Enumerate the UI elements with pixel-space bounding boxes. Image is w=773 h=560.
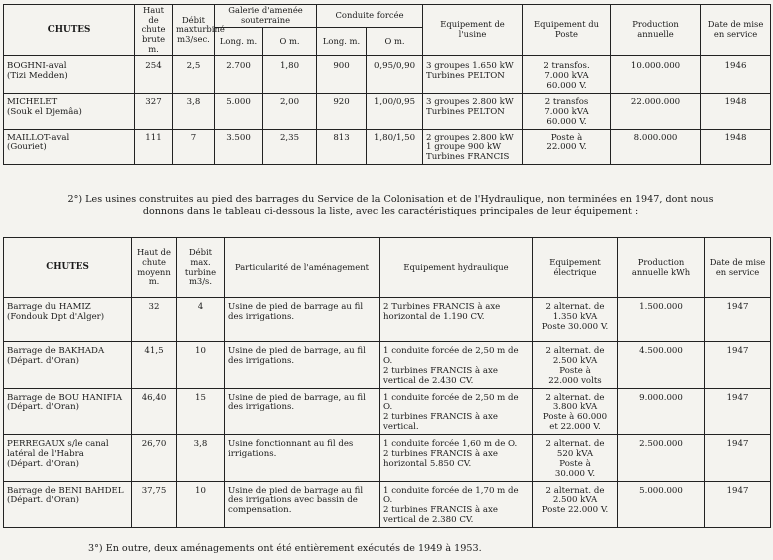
cell-hydraulique: 2 Turbines FRANCIS à axe horizontal de 1.190 CV.: [380, 298, 533, 342]
header-particularite: Particularité de l'aménagement: [225, 238, 380, 298]
cell-chute: MICHELET (Souk el Djemâa): [4, 93, 135, 129]
cell-conduite-o: 0,95/0,90: [367, 56, 423, 94]
cell-usine: 3 groupes 2.800 kW Turbines PELTON: [423, 93, 523, 129]
cell-date: 1947: [705, 481, 771, 528]
cell-electrique: 2 alternat. de 1.350 kVA Poste 30.000 V.: [533, 298, 618, 342]
cell-galerie-long: 3.500: [215, 129, 263, 165]
cell-usine: 2 groupes 2.800 kW 1 groupe 900 kW Turbines FRANCIS: [423, 129, 523, 165]
cell-poste: 2 transfos. 7.000 kVA 60.000 V.: [523, 56, 611, 94]
cell-production: 10.000.000: [611, 56, 701, 94]
cell-debit: 3,8: [173, 93, 215, 129]
cell-production: 5.000.000: [618, 481, 705, 528]
cell-chute: Barrage de BAKHADA (Départ. d'Oran): [4, 342, 132, 389]
cell-hydraulique: 1 conduite forcée de 1,70 m de O. 2 turbines FRANCIS à axe vertical de 2.380 CV.: [380, 481, 533, 528]
cell-debit: 7: [173, 129, 215, 165]
header-date: Date de mise en service: [705, 238, 771, 298]
header-haut-chute: Haut de chute brute m.: [135, 5, 173, 56]
cell-particularite: Usine de pied de barrage, au fil des irrigations.: [225, 342, 380, 389]
cell-debit: 2,5: [173, 56, 215, 94]
cell-date: 1948: [701, 129, 771, 165]
cell-particularite: Usine de pied de barrage, au fil des irrigations.: [225, 388, 380, 435]
header-conduite: Conduite forcée: [317, 5, 423, 28]
cell-usine: 3 groupes 1.650 kW Turbines PELTON: [423, 56, 523, 94]
cell-poste: Poste à 22.000 V.: [523, 129, 611, 165]
table-row: [4, 93, 771, 129]
header-conduite-long: Long. m.: [317, 28, 367, 56]
cell-galerie-o: 2,35: [263, 129, 317, 165]
cell-galerie-o: 2,00: [263, 93, 317, 129]
cell-haut: 46,40: [132, 388, 177, 435]
cell-production: 1.500.000: [618, 298, 705, 342]
cell-poste: 2 transfos 7.000 kVA 60.000 V.: [523, 93, 611, 129]
cell-galerie-long: 5.000: [215, 93, 263, 129]
cell-production: 4.500.000: [618, 342, 705, 389]
cell-hydraulique: 1 conduite forcée de 2,50 m de O. 2 turbines FRANCIS à axe vertical de 2.430 CV.: [380, 342, 533, 389]
header-galerie-o: O m.: [263, 28, 317, 56]
cell-haut: 37,75: [132, 481, 177, 528]
cell-date: 1947: [705, 298, 771, 342]
cell-debit: 4: [177, 298, 225, 342]
cell-electrique: 2 alternat. de 520 kVA Poste à 30.000 V.: [533, 435, 618, 482]
table-dam-plants: [3, 237, 771, 528]
header-equipement-hydraulique: Equipement hydraulique: [380, 238, 533, 298]
paragraph-2: 2°) Les usines construites au pied des barrages du Service de la Colonisation et de l'Hydraulique, non terminées en 1947, dont nous donnons dans le tableau ci-dessous la liste, avec les caractéristiques principales de leur équipement :: [67, 194, 714, 218]
header-haut-chute: Haut de chute moyenn m.: [132, 238, 177, 298]
cell-hydraulique: 1 conduite forcée 1,60 m de O. 2 turbines FRANCIS à axe horizontal 5.850 CV.: [380, 435, 533, 482]
paragraph-3: 3°) En outre, deux aménagements ont été entièrement exécutés de 1949 à 1953.: [88, 543, 482, 554]
cell-conduite-o: 1,00/0,95: [367, 93, 423, 129]
header-equipement-electrique: Equipement électrique: [533, 238, 618, 298]
table-row: [4, 298, 771, 342]
cell-haut: 111: [135, 129, 173, 165]
cell-debit: 3,8: [177, 435, 225, 482]
table-row: [4, 388, 771, 435]
cell-haut: 41,5: [132, 342, 177, 389]
cell-particularite: Usine de pied de barrage au fil des irrigations.: [225, 298, 380, 342]
table-row: [4, 435, 771, 482]
table-row: [4, 56, 771, 94]
cell-electrique: 2 alternat. de 2.500 kVA Poste à 22.000 volts: [533, 342, 618, 389]
header-galerie-long: Long. m.: [215, 28, 263, 56]
header-chutes: CHUTES: [4, 5, 135, 56]
cell-haut: 254: [135, 56, 173, 94]
cell-production: 2.500.000: [618, 435, 705, 482]
cell-chute: PERREGAUX s/le canal latéral de l'Habra (Départ. d'Oran): [4, 435, 132, 482]
cell-hydraulique: 1 conduite forcée de 2,50 m de O. 2 turbines FRANCIS à axe vertical.: [380, 388, 533, 435]
header-production: Production annuelle kWh: [618, 238, 705, 298]
header-conduite-o: O m.: [367, 28, 423, 56]
cell-production: 8.000.000: [611, 129, 701, 165]
cell-date: 1948: [701, 93, 771, 129]
cell-conduite-long: 900: [317, 56, 367, 94]
cell-debit: 10: [177, 481, 225, 528]
cell-chute: BOGHNI-aval (Tizi Medden): [4, 56, 135, 94]
cell-date: 1947: [705, 388, 771, 435]
cell-date: 1947: [705, 342, 771, 389]
header-galerie: Galerie d'amenée souterraine: [215, 5, 317, 28]
cell-particularite: Usine de pied de barrage au fil des irrigations avec bassin de compensation.: [225, 481, 380, 528]
cell-production: 9.000.000: [618, 388, 705, 435]
header-date: Date de mise en service: [701, 5, 771, 56]
table-row: [4, 481, 771, 528]
cell-haut: 32: [132, 298, 177, 342]
cell-conduite-o: 1,80/1,50: [367, 129, 423, 165]
cell-chute: MAILLOT-aval (Gouriet): [4, 129, 135, 165]
cell-haut: 327: [135, 93, 173, 129]
cell-galerie-o: 1,80: [263, 56, 317, 94]
cell-debit: 15: [177, 388, 225, 435]
header-production: Production annuelle: [611, 5, 701, 56]
cell-chute: Barrage du HAMIZ (Fondouk Dpt d'Alger): [4, 298, 132, 342]
cell-galerie-long: 2.700: [215, 56, 263, 94]
table-row: [4, 129, 771, 165]
header-equipement-poste: Equipement du Poste: [523, 5, 611, 56]
header-debit: Débit max. turbine m3/s.: [177, 238, 225, 298]
cell-electrique: 2 alternat. de 2.500 kVA Poste 22.000 V.: [533, 481, 618, 528]
table-existing-plants: [3, 4, 771, 165]
cell-haut: 26,70: [132, 435, 177, 482]
header-debit: Débit maxturbiné m3/sec.: [173, 5, 215, 56]
cell-debit: 10: [177, 342, 225, 389]
cell-date: 1946: [701, 56, 771, 94]
cell-production: 22.000.000: [611, 93, 701, 129]
cell-date: 1947: [705, 435, 771, 482]
header-equipement-usine: Equipement de l'usine: [423, 5, 523, 56]
cell-conduite-long: 813: [317, 129, 367, 165]
cell-conduite-long: 920: [317, 93, 367, 129]
cell-particularite: Usine fonctionnant au fil des irrigations.: [225, 435, 380, 482]
header-chutes: CHUTES: [4, 238, 132, 298]
cell-chute: Barrage de BOU HANIFIA (Départ. d'Oran): [4, 388, 132, 435]
table-row: [4, 342, 771, 389]
cell-chute: Barrage de BENI BAHDEL (Départ. d'Oran): [4, 481, 132, 528]
cell-electrique: 2 alternat. de 3.800 kVA Poste à 60.000 et 22.000 V.: [533, 388, 618, 435]
